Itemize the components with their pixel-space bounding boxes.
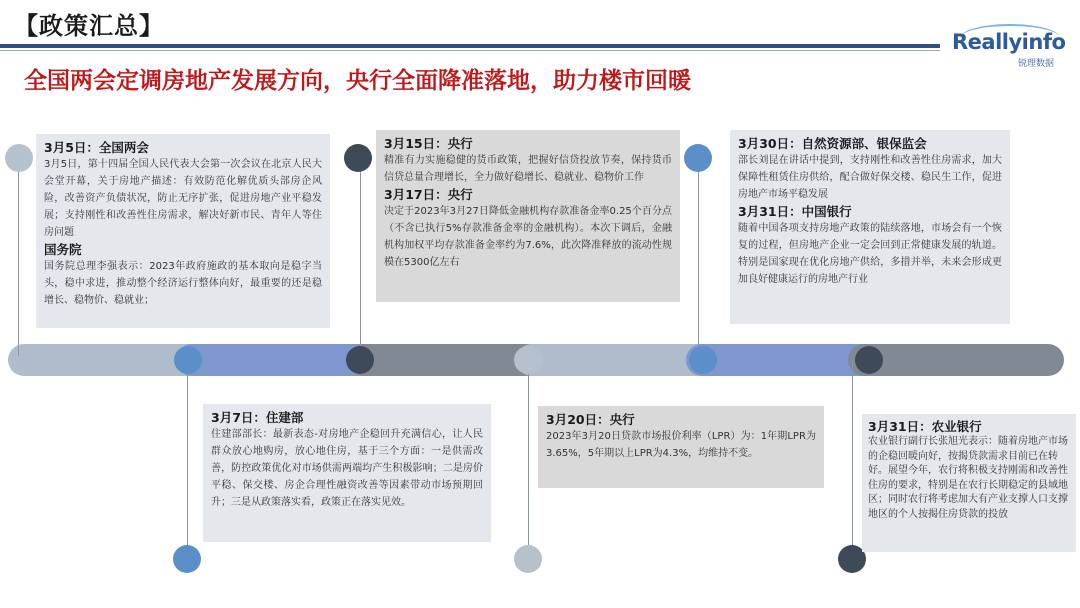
box-body: 农业银行副行长张旭光表示：随着房地产市场的企稳回暖向好，按揭贷款需求目前已在转好。展望今年，农行将积极支持刚需和改善性住房的要求，特别是在农行长期稳定的县域地区；同时农行将考虑加大有产业支撑人口支撑地区的个人按揭住房贷款的投放: [868, 436, 1068, 520]
policy-box-mar7: [203, 404, 491, 542]
timeline-dot: [514, 346, 542, 374]
timeline-dot: [684, 144, 712, 172]
timeline-dot: [344, 144, 372, 172]
box-body: 国务院总理李强表示：2023年政府施政的基本取向是稳字当头，稳中求进，推动整个经济运行整体向好，最重要的还是稳增长、稳物价、稳就业；: [44, 261, 322, 306]
logo-wordmark: Reallyinfo: [952, 30, 1066, 54]
box-body: 2023年3月20日贷款市场报价利率（LPR）为：1年期LPR为3.65%，5年期以上LPR为4.3%，均维持不变。: [546, 431, 816, 459]
box-subtitle: 3月17日：央行: [384, 187, 473, 202]
box-subtitle: 国务院: [44, 242, 82, 257]
box-body: 3月5日，第十四届全国人民代表大会第一次会议在北京人民大会堂开幕，关于房地产描述：有效防范化解优质头部房企风险，改善资产负债状况，防止无序扩张，促进房地产业平稳发展；支持刚性和改善性住房需求，解决好新市民、青年人等住房问题: [44, 159, 322, 238]
policy-box-mar30: [730, 130, 1010, 324]
timeline-dot: [173, 545, 201, 573]
header-rule-thin: [0, 50, 940, 51]
connector-line: [528, 360, 529, 546]
connector-line: [852, 360, 853, 546]
box-body: 部长刘昆在讲话中提到，支持刚性和改善性住房需求，加大保障性租赁住房供给，配合做好保交楼、稳民生工作，促进房地产市场平稳发展: [738, 155, 1002, 200]
box-title: 3月20日：央行: [546, 412, 635, 427]
timeline-dot: [689, 346, 717, 374]
page-headline: 全国两会定调房地产发展方向，央行全面降准落地，助力楼市回暖: [24, 68, 691, 94]
timeline-dot: [174, 346, 202, 374]
box-body: 决定于2023年3月27日降低金融机构存款准备金率0.25个百分点（不含已执行5%存款准备金率的金融机构）。本次下调后，金融机构加权平均存款准备金率约为7.6%，此次降准释放的流动性规模在5300亿左右: [384, 206, 672, 268]
box-title: 3月15日：央行: [384, 136, 473, 151]
box-title: 3月31日：农业银行: [868, 419, 982, 434]
timeline-dot: [346, 346, 374, 374]
policy-box-mar20: [538, 406, 824, 488]
box-body: 住建部部长：最新表态-对房地产企稳回升充满信心，让人民群众放心地购房，放心地住房，基于三个方面：一是供需改善，防控政策优化对市场供需两端均产生积极影响；二是房价平稳、保交楼、房企合理性融资改善等因素带动市场预期回升；三是从政策落实看，政策正在落实见效。: [211, 429, 483, 508]
section-title: 【政策汇总】: [14, 12, 164, 40]
connector-line: [698, 160, 699, 356]
header-rule: [0, 44, 940, 48]
timeline-dot: [855, 346, 883, 374]
connector-line: [360, 160, 361, 356]
connector-line: [187, 360, 188, 546]
box-body: 随着中国各项支持房地产政策的陆续落地，市场会有一个恢复的过程，但房地产企业一定会回到正常健康发展的轨道。特别是国家现在优化房地产供给，多措并举，未来会形成更加良好健康运行的房地产行业: [738, 223, 1002, 285]
logo-subtitle: 锐理数据: [1018, 59, 1055, 69]
box-body: 精准有力实施稳健的货币政策，把握好信贷投放节奏，保持货币信贷总量合理增长，全力做好稳增长、稳就业、稳物价工作: [384, 155, 672, 183]
connector-line: [18, 160, 19, 356]
timeline-dot: [5, 144, 33, 172]
box-subtitle: 3月31日：中国银行: [738, 204, 852, 219]
box-title: 3月7日：住建部: [211, 410, 304, 425]
timeline-dot: [514, 545, 542, 573]
brand-logo: [950, 24, 1070, 68]
policy-box-mar5: [36, 134, 330, 328]
box-title: 3月5日：全国两会: [44, 140, 149, 155]
box-title: 3月30日：自然资源部、银保监会: [738, 136, 927, 151]
policy-box-mar31-abc: [862, 414, 1076, 552]
policy-box-mar15: [376, 130, 680, 302]
